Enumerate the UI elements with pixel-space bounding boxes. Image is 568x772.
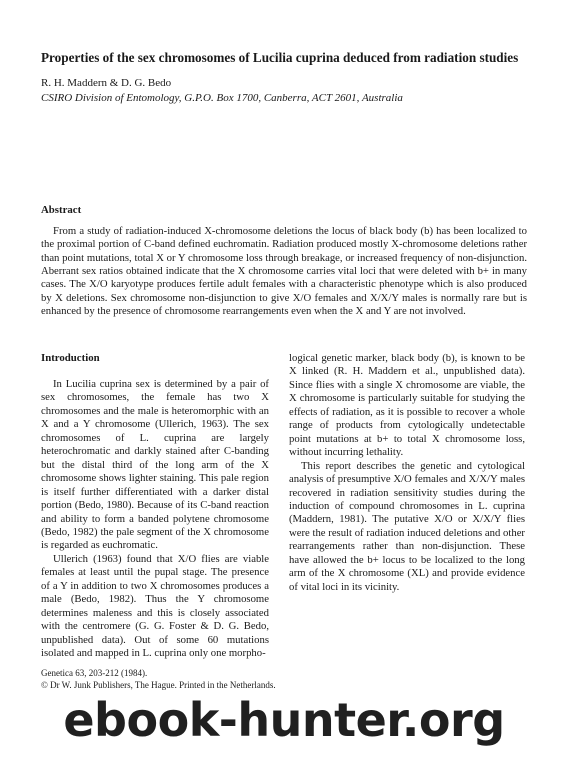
- right-column: [289, 352, 525, 594]
- abstract-text: From a study of radiation-induced X-chromosome deletions the locus of black body (b) has been localized to the proximal portion of C-band defined euchromatin. Radiation produced mostly X-chromosome deletions rather than point mutations, total X or Y chromosome loss through breakage, or increased frequency of non-disjunction. Aberrant sex ratios obtained indicate that the X chromosome carries vital loci that were deleted with b+ in many cases. The X/O karyotype produces fertile adult females with a characteristic phenotype which is also produced by X deletions. Sex chromosome non-disjunction to give X/O females and X/X/Y males is normally rare but is enhanced by the presence of chromosome rearrangements even when the X and Y are not involved.: [41, 225, 527, 318]
- paper-title: Properties of the sex chromosomes of Lucilia cuprina deduced from radiation studies: [41, 50, 519, 65]
- left-column: [41, 352, 269, 661]
- intro-paragraph-2-continued: logical genetic marker, black body (b), is known to be X linked (R. H. Maddern et al., unpublished data). Since flies with a single X chromosome are viable, the X chromosome is particularly suitable for studying the effects of radiation, as it is possible to recover a whole range of products from cytologically undetectable point mutations at b+ to total X chromosome loss, without incurring lethality.: [289, 352, 525, 459]
- intro-paragraph-3: This report describes the genetic and cytological analysis of presumptive X/O females and X/X/Y males recovered in radiation sensitivity studies during the induction of compound chromosomes in L. cuprina (Maddern, 1981). The putative X/O or X/X/Y flies were the result of radiation induced deletions and other rearrangements rather than non-disjunction. These have allowed the b+ locus to be localized to the long arm of the X chromosome (XL) and provide evidence of vital loci in its vicinity.: [289, 459, 525, 593]
- author-list: R. H. Maddern & D. G. Bedo: [41, 77, 172, 89]
- site-watermark: ebook-hunter.org: [63, 693, 505, 747]
- journal-citation: Genetica 63, 203-212 (1984).: [41, 668, 148, 678]
- copyright-line: © Dr W. Junk Publishers, The Hague. Printed in the Netherlands.: [41, 680, 276, 690]
- intro-paragraph-1: In Lucilia cuprina sex is determined by a pair of sex chromosomes, the female has two X chromosomes and the male is heteromorphic with an X and a Y chromosome (Ullerich, 1963). The sex chromosomes of L. cuprina are largely heterochromatic and darkly stained after C-banding but the distal third of the long arm of the X chromosome shows lighter staining. This pale region is itself further differentiated with a darker distal portion (Bedo, 1980). Because of its C-band reaction and ability to form a banded polytene chromosome (Bedo, 1982) the pale segment of the X chromosome is regarded as euchromatic.: [41, 378, 269, 552]
- intro-paragraph-2: Ullerich (1963) found that X/O flies are viable females at least until the pupal stage. The presence of a Y in addition to two X chromosomes produces a male (Bedo, 1982). Thus the Y chromosome determines maleness and this is closely associated with the centromere (G. G. Foster & D. G. Bedo, unpublished data). Out of some 60 mutations isolated and mapped in L. cuprina only one morpho-: [41, 552, 269, 660]
- introduction-heading: Introduction: [41, 352, 100, 364]
- abstract-heading: Abstract: [41, 204, 82, 216]
- affiliation: CSIRO Division of Entomology, G.P.O. Box 1700, Canberra, ACT 2601, Australia: [41, 92, 403, 104]
- publication-footer: [41, 667, 276, 691]
